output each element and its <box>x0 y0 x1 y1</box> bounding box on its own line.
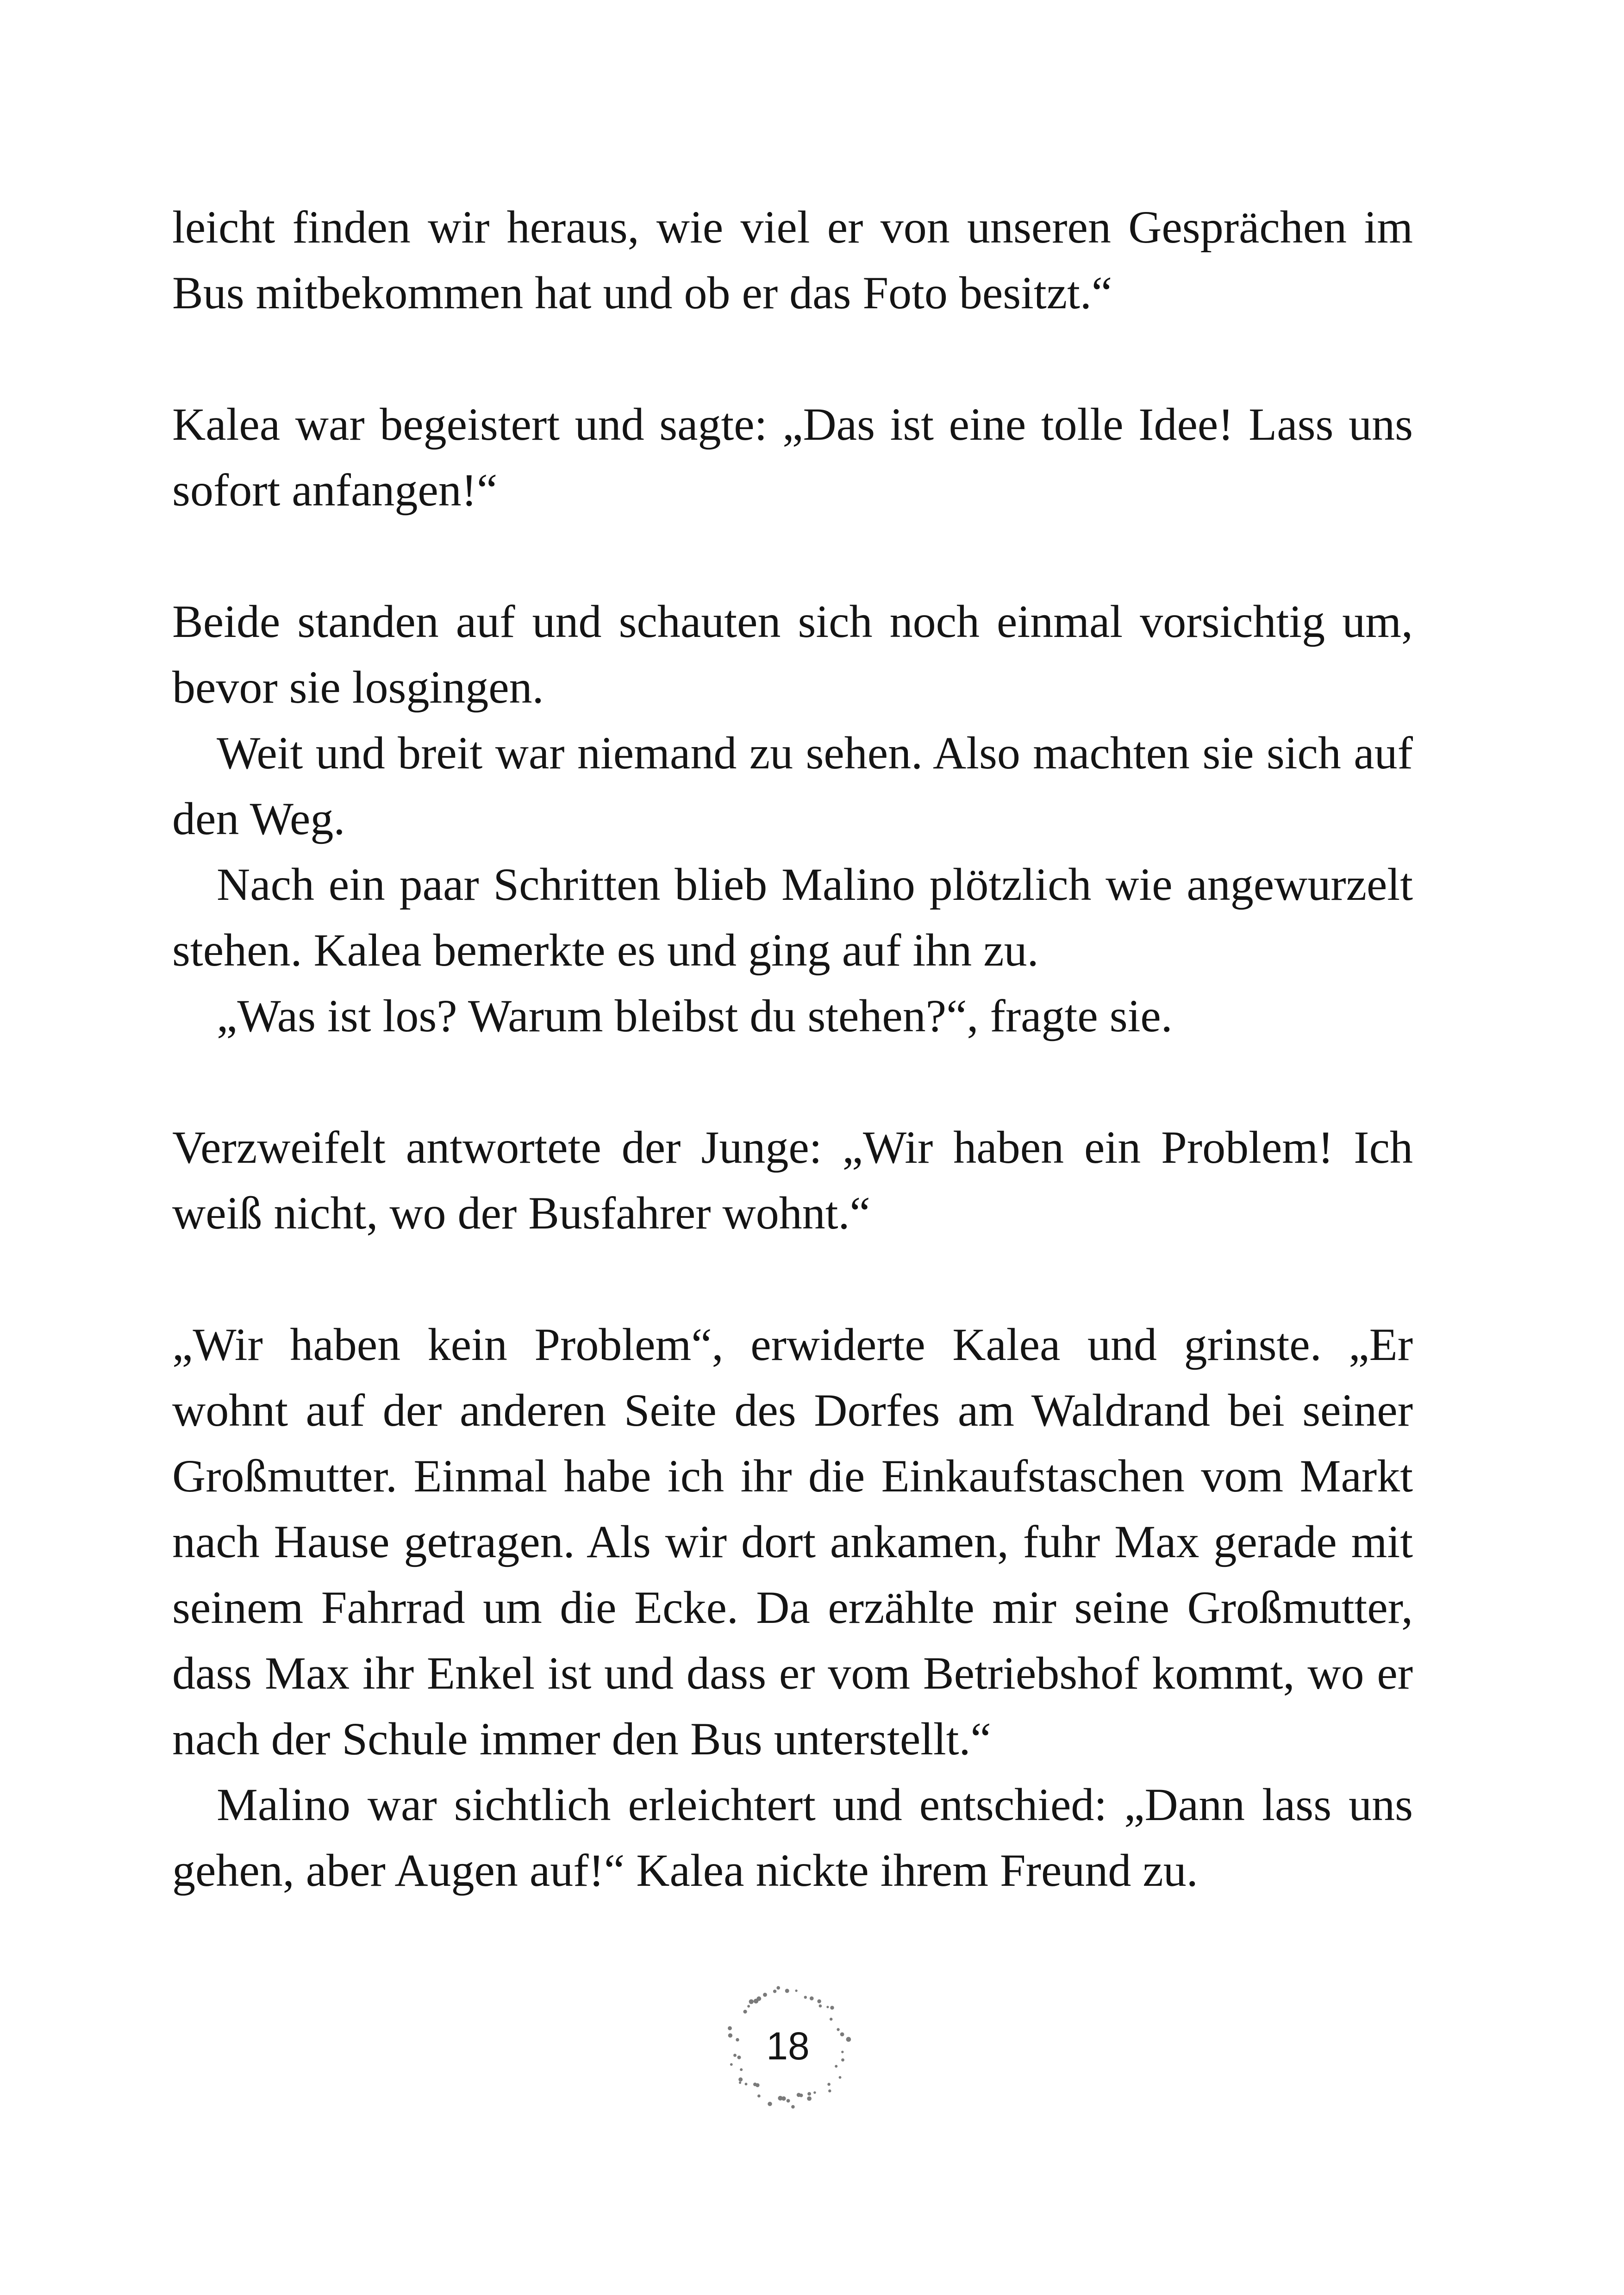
paragraph-5: Nach ein paar Schritten blieb Malino plötzlich wie angewurzelt stehen. Kalea bemerkte es und ging auf ihn zu. <box>172 859 1413 976</box>
paragraph-8: „Wir haben kein Problem“, erwiderte Kalea und grinste. „Er wohnt auf der anderen Seite des Dorfes am Waldrand bei seiner Großmutter. Einmal habe ich ihr die Einkaufstaschen vom Markt nach Hause getragen. Als wir dort ankamen, fuhr Max gerade mit seinem Fahrrad um die Ecke. Da erzählte mir seine Großmutter, dass Max ihr Enkel ist und dass er vom Betriebshof kommt, wo er nach der Schule immer den Bus unterstellt.“ <box>172 1319 1413 1765</box>
paragraph-3: Beide standen auf und schauten sich noch einmal vorsichtig um, bevor sie losgingen. <box>172 596 1413 713</box>
paragraph-2: Kalea war begeistert und sagte: „Das ist eine tolle Idee! Lass uns sofort anfangen!“ <box>172 399 1413 516</box>
page-number: 18 <box>766 2024 810 2068</box>
paragraph-9: Malino war sichtlich erleichtert und entschied: „Dann lass uns gehen, aber Augen auf!“ Kalea nickte ihrem Freund zu. <box>172 1779 1413 1896</box>
paragraph-4: Weit und breit war niemand zu sehen. Also machten sie sich auf den Weg. <box>172 727 1413 844</box>
paragraph-6: „Was ist los? Warum bleibst du stehen?“, fragte sie. <box>217 990 1173 1041</box>
page-number-ornament <box>718 1977 857 2115</box>
paragraph-1: leicht finden wir heraus, wie viel er von unseren Gesprächen im Bus mitbekommen hat und ob er das Foto besitzt.“ <box>172 201 1413 318</box>
paragraph-7: Verzweifelt antwortete der Junge: „Wir haben ein Problem! Ich weiß nicht, wo der Busfahrer wohnt.“ <box>172 1122 1413 1239</box>
body-text <box>172 194 1413 1903</box>
